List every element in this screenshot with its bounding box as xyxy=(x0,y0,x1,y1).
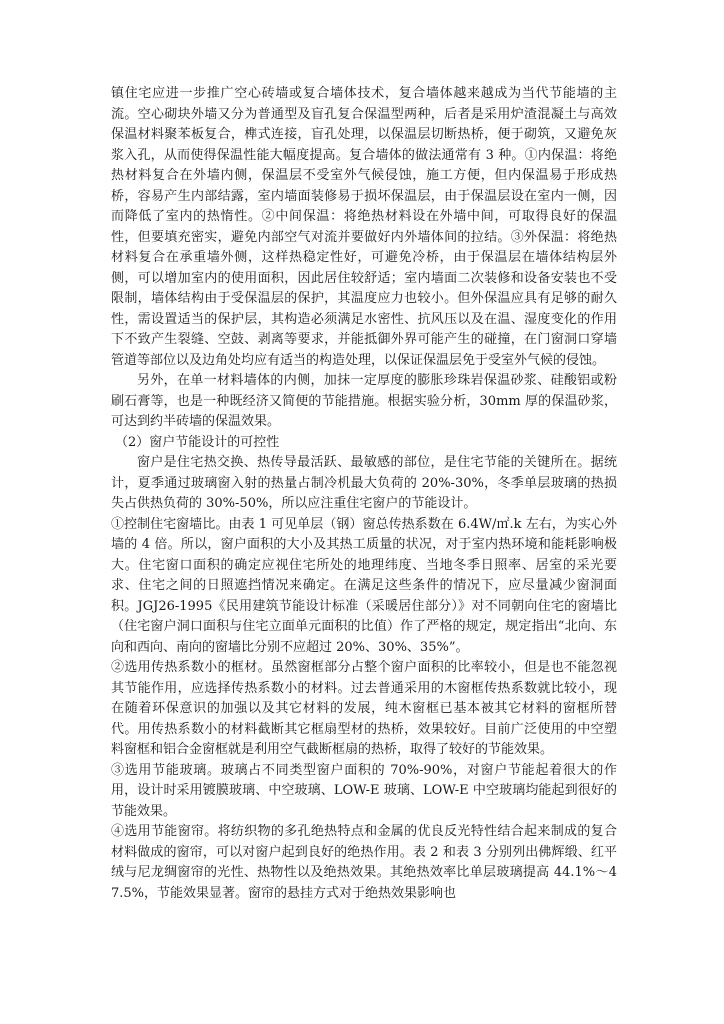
paragraph-frame-material: ②选用传热系数小的框材。虽然窗框部分占整个窗户面积的比率较小，但是也不能忽视其节能作用，应选择传热系数小的材料。过去普通采用的木窗框传热系数就比较小，现在随着环保意识的加强以及其它材料的发展，纯木窗框已基本被其它材料的窗框所替代。用传热系数小的材料截断其它框扇型材的热桥，效果较好。目前广泛使用的中空塑料窗框和铝合金窗框就是利用空气截断框扇的热桥，取得了较好的节能效果。 xyxy=(111,660,617,757)
paragraph-composite-wall: 镇住宅应进一步推广空心砖墙或复合墙体技术，复合墙体越来越成为当代节能墙的主流。空心砌块外墙又分为普通型及盲孔复合保温型两种，后者是采用炉渣混凝土与高效保温材料聚苯板复合，榫式连接，盲孔处理，以保温层切断热桥，便于砌筑，又避免灰浆入孔，从而使得保温性能大幅度提高。复合墙体的做法通常有 3 种。①内保温：将绝热材料复合在外墙内侧，保温层不受室外气候侵蚀，施工方便，但内保温易于形成热桥，容易产生内部结露，室内墙面装修易于损坏保温层，由于保温层设在室内一侧，因而降低了室内的热惰性。②中间保温：将绝热材料设在外墙中间，可取得良好的保温性，但要填充密实，避免内部空气对流并要做好内外墙体间的拉结。③外保温：将绝热材料复合在承重墙外侧，这样热稳定性好，可避免冷桥，由于保温层在墙体结构层外侧，可以增加室内的使用面积，因此居住较舒适；室内墙面二次装修和设备安装也不受限制，墙体结构由于受保温层的保护，其温度应力也较小。但外保温应具有足够的耐久性，需设置适当的保护层，其构造必须满足水密性、抗风压以及在温、湿度变化的作用下不致产生裂缝、空鼓、剥离等要求，并能抵御外界可能产生的碰撞，在门窗洞口穿墙管道等部位以及边角处均应有适当的构造处理，以保证保温层免于受室外气候的侵蚀。 xyxy=(111,86,617,368)
paragraph-window-intro: 窗户是住宅热交换、热传导最活跃、最敏感的部位，是住宅节能的关键所在。据统计，夏季通过玻璃窗入射的热量占制冷机最大负荷的 20%-30%，冬季单层玻璃的热损失占供热负荷的 30%-50%，所以应注重住宅窗户的节能设计。 xyxy=(111,455,617,511)
section-heading-window: （2）窗户节能设计的可控性 xyxy=(115,434,280,450)
paragraph-window-wall-ratio: ①控制住宅窗墙比。由表 1 可见单层（钢）窗总传热系数在 6.4W/㎡.k 左右，为实心外墙的 4 倍。所以，窗户面积的大小及其热工质量的状况，对于室内热环境和能耗影响极大。住宅窗口面积的确定应视住宅所处的地理纬度、当地冬季日照率、居室的采光要求、住宅之间的日照遮挡情况来确定。在满足这些条件的情况下，应尽量减少窗洞面积。JGJ26-1995《民用建筑节能设计标准（采暖居住部分）》对不同朝向住宅的窗墙比（住宅窗户洞口面积与住宅立面单元面积的比值）作了严格的规定，规定指出“北向、东向和西向、南向的窗墙比分别不应超过 20%、30%、35%”。 xyxy=(111,516,617,655)
paragraph-energy-curtain: ④选用节能窗帘。将纺织物的多孔绝热特点和金属的优良反光特性结合起来制成的复合材料做成的窗帘，可以对窗户起到良好的绝热作用。表 2 和表 3 分别列出佛辉缎、红平绒与尼龙绸窗帘的光性、热物性以及绝热效果。其绝热效率比单层玻璃提高 44.1%～47.5%，节能效果显著。窗帘的悬挂方式对于绝热效果影响也 xyxy=(111,824,617,901)
paragraph-energy-glass: ③选用节能玻璃。玻璃占不同类型窗户面积的 70%-90%，对窗户节能起着很大的作用，设计时采用镀膜玻璃、中空玻璃、LOW-E 玻璃、LOW-E 中空玻璃均能起到很好的节能效果。 xyxy=(111,762,617,819)
paragraph-insulation-mortar: 另外，在单一材料墙体的内侧，加抹一定厚度的膨胀珍珠岩保温砂浆、硅酸铝或粉刷石膏等，也是一种既经济又简便的节能措施。根据实验分析，30mm 厚的保温砂浆，可达到约半砖墙的保温效果。 xyxy=(111,373,617,429)
body-text xyxy=(111,84,617,904)
